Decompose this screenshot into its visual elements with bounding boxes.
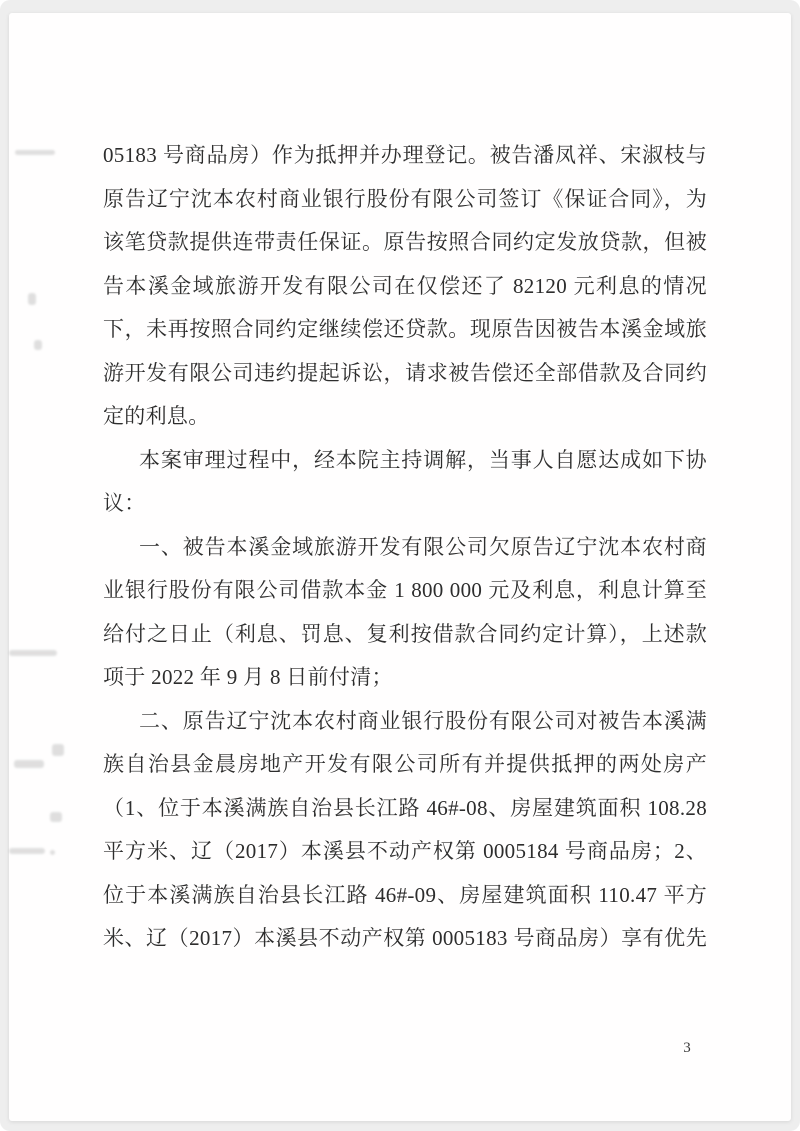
- text-line: 下，未再按照合同约定继续偿还贷款。现原告因被告本溪金域旅: [103, 317, 707, 341]
- scan-artifact: [34, 340, 42, 350]
- text-line: 业银行股份有限公司借款本金 1 800 000 元及利息，利息计算至: [103, 578, 707, 602]
- document-page: [9, 13, 791, 1121]
- text-line: （1、位于本溪满族自治县长江路 46#-08、房屋建筑面积 108.28: [103, 795, 707, 820]
- text-line: 位于本溪满族自治县长江路 46#-09、房屋建筑面积 110.47 平方: [103, 882, 707, 907]
- scan-artifact: [28, 293, 36, 305]
- text-line: 议：: [103, 491, 146, 515]
- text-line: 平方米、辽（2017）本溪县不动产权第 0005184 号商品房；2、: [103, 839, 707, 863]
- scan-artifact: [50, 812, 62, 822]
- text-line: 告本溪金域旅游开发有限公司在仅偿还了 82120 元利息的情况: [103, 273, 707, 298]
- text-line: 米、辽（2017）本溪县不动产权第 0005183 号商品房）享有优先: [103, 926, 707, 950]
- page-number: 3: [683, 1040, 691, 1056]
- text-line: 给付之日止（利息、罚息、复利按借款合同约定计算），上述款: [103, 621, 707, 646]
- text-line: 族自治县金晨房地产开发有限公司所有并提供抵押的两处房产: [103, 752, 707, 776]
- text-line: 游开发有限公司违约提起诉讼，请求被告偿还全部借款及合同约: [103, 360, 707, 385]
- text-line: 定的利息。: [103, 404, 210, 428]
- scan-artifact: [9, 650, 57, 656]
- text-line: 二、原告辽宁沈本农村商业银行股份有限公司对被告本溪满: [139, 708, 707, 733]
- scan-artifact: [14, 760, 44, 768]
- text-line: 本案审理过程中，经本院主持调解，当事人自愿达成如下协: [139, 447, 707, 472]
- text-line: 原告辽宁沈本农村商业银行股份有限公司签订《保证合同》，为: [103, 186, 707, 211]
- text-line: 该笔贷款提供连带责任保证。原告按照合同约定发放贷款，但被: [103, 230, 707, 254]
- text-line: 一、被告本溪金域旅游开发有限公司欠原告辽宁沈本农村商: [139, 534, 707, 559]
- scan-artifact: [50, 850, 55, 855]
- text-line: 项于 2022 年 9 月 8 日前付清；: [103, 665, 393, 689]
- scan-artifact: [15, 150, 55, 155]
- scan-artifact: [9, 848, 45, 854]
- text-line: 05183 号商品房）作为抵押并办理登记。被告潘凤祥、宋淑枝与: [103, 143, 707, 167]
- scan-artifact: [52, 744, 64, 756]
- document-body-text: [103, 134, 707, 961]
